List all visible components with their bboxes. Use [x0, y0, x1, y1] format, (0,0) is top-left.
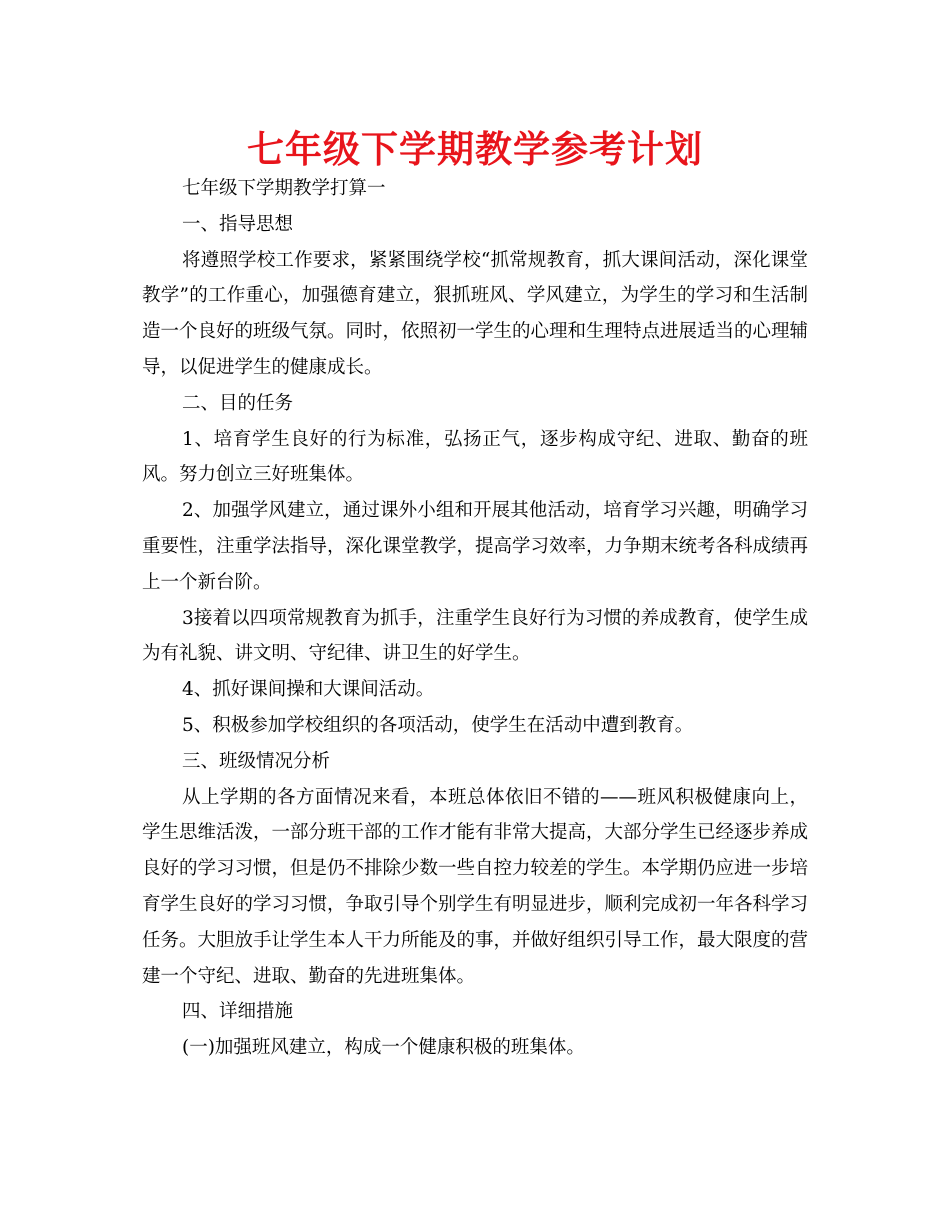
document-body: [142, 171, 808, 1066]
section-heading-guiding-ideology: 一、指导思想: [182, 213, 294, 235]
paragraph-measure-1: (一)加强班风建立，构成一个健康积极的班集体。: [182, 1037, 585, 1059]
paragraph-goal-4: 4、抓好课间操和大课间活动。: [182, 679, 435, 701]
paragraph-goal-2: 2、加强学风建立，通过课外小组和开展其他活动，培育学习兴趣，明确学习重要性，注重学法指导，深化课堂教学，提高学习效率，力争期末统考各科成绩再上一个新台阶。: [142, 500, 809, 593]
section-heading-class-analysis: 三、班级情况分析: [182, 750, 331, 772]
paragraph-class-analysis: 从上学期的各方面情况来看，本班总体依旧不错的——班风积极健康向上，学生思维活泼，一部分班干部的工作才能有非常大提高，大部分学生已经逐步养成良好的学习习惯，但是仍不排除少数一些自控力较差的学生。本学期仍应进一步培育学生良好的学习习惯，争取引导个别学生有明显进步，顺利完成初一年各科学习任务。大胆放手让学生本人干力所能及的事，并做好组织引导工作，最大限度的营建一个守纪、进取、勤奋的先进班集体。: [142, 786, 809, 987]
paragraph-goal-1: 1、培育学生良好的行为标准，弘扬正气，逐步构成守纪、进取、勤奋的班风。努力创立三好班集体。: [142, 428, 808, 486]
paragraph-goal-3: 3接着以四项常规教育为抓手，注重学生良好行为习惯的养成教育，使学生成为有礼貌、讲文明、守纪律、讲卫生的好学生。: [142, 607, 808, 665]
paragraph-guiding-ideology: 将遵照学校工作要求，紧紧围绕学校“抓常规教育，抓大课间活动，深化课堂教学”的工作重心，加强德育建立，狠抓班风、学风建立，为学生的学习和生活制造一个良好的班级气氛。同时，依照初一学生的心理和生理特点进展适当的心理辅导，以促进学生的健康成长。: [142, 249, 809, 378]
paragraph-goal-5: 5、积极参加学校组织的各项活动，使学生在活动中遭到教育。: [182, 714, 694, 736]
document-title: 七年级下学期教学参考计划: [247, 128, 703, 171]
paragraph-plan-heading: 七年级下学期教学打算一: [182, 178, 386, 199]
section-heading-goals-tasks: 二、目的任务: [182, 392, 294, 414]
section-heading-measures: 四、详细措施: [182, 1001, 294, 1023]
